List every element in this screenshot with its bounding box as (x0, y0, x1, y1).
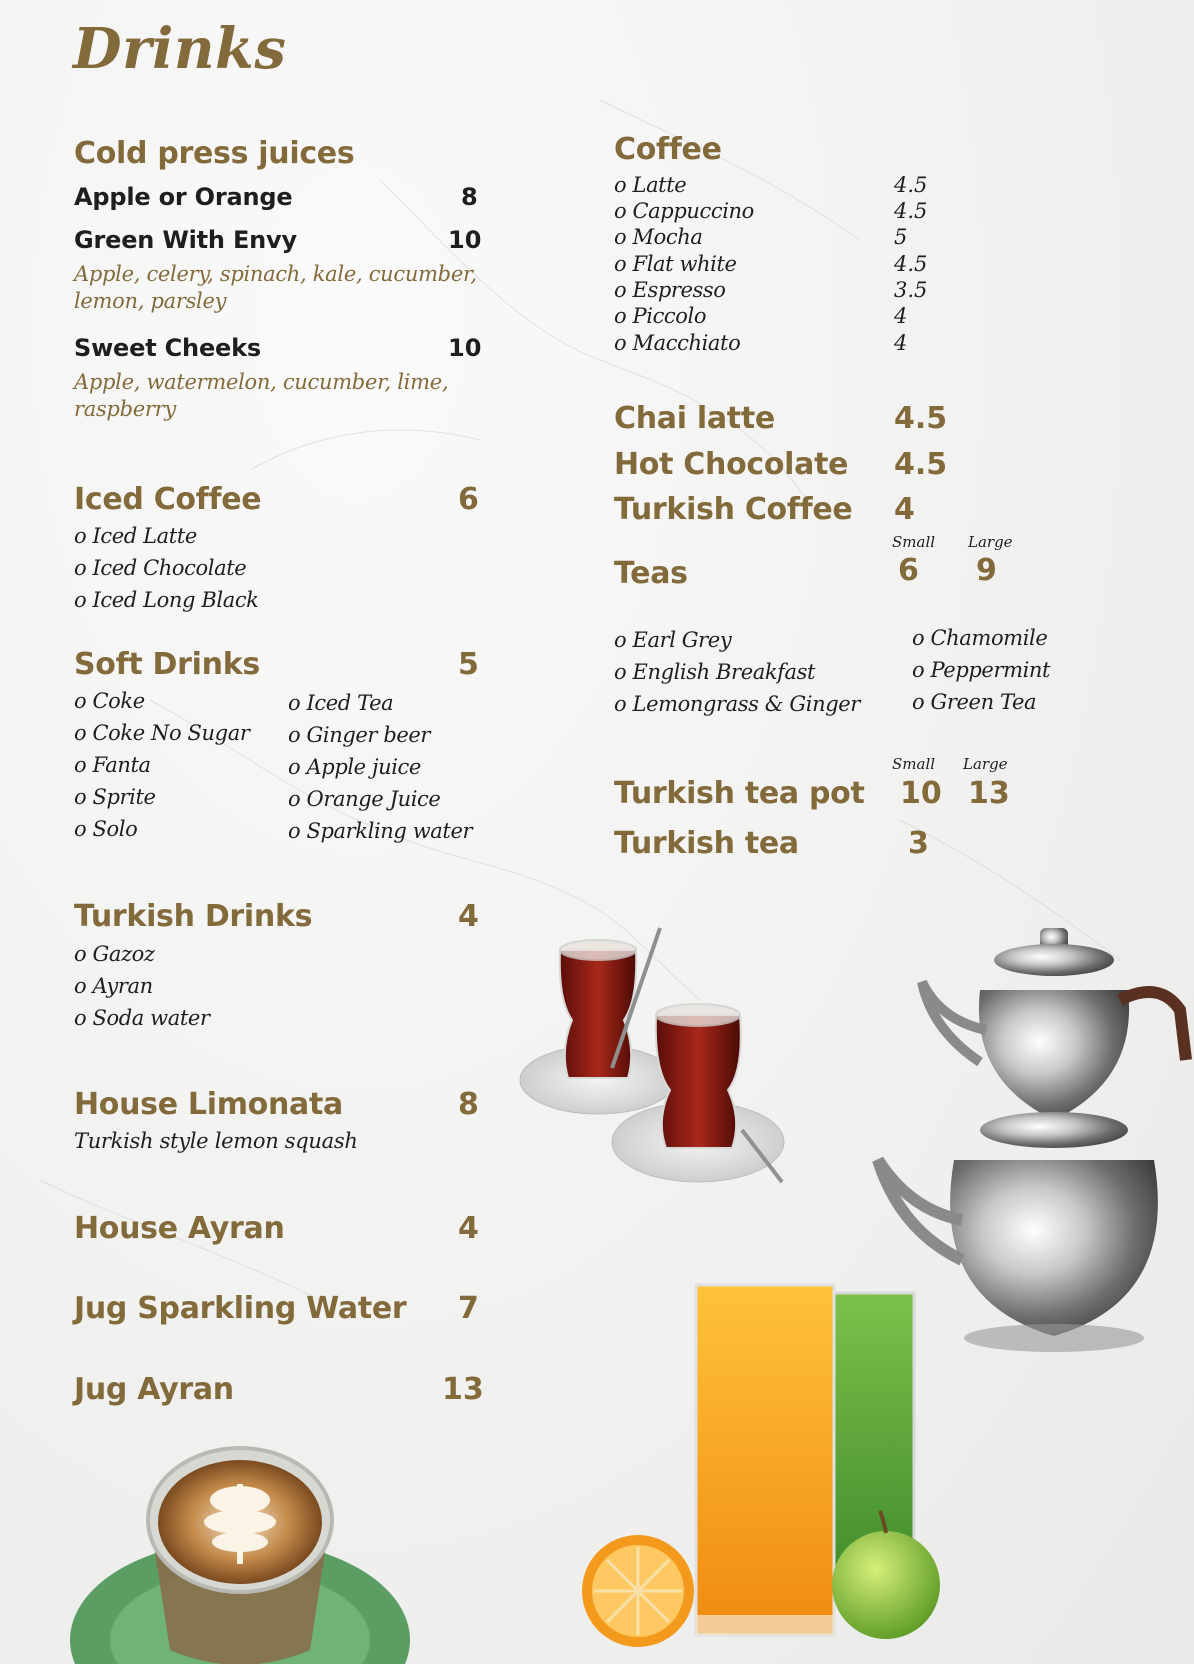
turkish-drinks-price: 4 (458, 899, 479, 934)
menu-item-description: Apple, celery, spinach, kale, cucumber, (74, 262, 477, 286)
list-item: o Piccolo (614, 304, 707, 328)
list-item: o Coke (74, 689, 145, 713)
list-item-price: 4.5 (894, 252, 928, 276)
list-item: o English Breakfast (614, 660, 816, 684)
list-item-price: 4 (894, 331, 908, 355)
list-item: o Coke No Sugar (74, 721, 250, 745)
list-item: o Peppermint (912, 658, 1051, 682)
cold-press-title: Cold press juices (74, 136, 355, 171)
menu-item-price: 8 (461, 183, 478, 211)
list-item: o Flat white (614, 252, 737, 276)
hot-chocolate-price: 4.5 (894, 447, 948, 482)
list-item: o Sprite (74, 785, 156, 809)
list-item: o Fanta (74, 753, 151, 777)
house-ayran-price: 4 (458, 1211, 479, 1246)
turkish-coffee-price: 4 (894, 492, 915, 527)
chai-latte-price: 4.5 (894, 401, 948, 436)
juice-glasses-image (580, 1285, 940, 1664)
house-limonata-price: 8 (458, 1087, 479, 1122)
teas-large-label: Large (968, 533, 1013, 551)
turkish-drinks-title: Turkish Drinks (74, 899, 313, 934)
tea-pot-small-price: 10 (900, 776, 942, 811)
menu-item-description: Apple, watermelon, cucumber, lime, (74, 370, 449, 394)
list-item: o Green Tea (912, 690, 1037, 714)
teas-title: Teas (614, 556, 688, 591)
menu-item-description: lemon, parsley (74, 289, 227, 313)
tea-pot-small-label: Small (892, 755, 936, 773)
chai-latte-title: Chai latte (614, 401, 775, 436)
list-item: o Cappuccino (614, 199, 754, 223)
turkish-tea-title: Turkish tea (614, 826, 799, 861)
list-item: o Ayran (74, 974, 153, 998)
tea-pot-large-label: Large (963, 755, 1008, 773)
turkish-tea-pot-title: Turkish tea pot (614, 776, 865, 811)
list-item: o Iced Long Black (74, 588, 259, 612)
list-item: o Iced Latte (74, 524, 197, 548)
house-limonata-title: House Limonata (74, 1087, 343, 1122)
teas-small-price: 6 (898, 553, 919, 588)
list-item: o Espresso (614, 278, 726, 302)
list-item: o Latte (614, 173, 687, 197)
menu-item-name: Green With Envy (74, 226, 297, 254)
turkish-coffee-title: Turkish Coffee (614, 492, 853, 527)
jug-sparkling-price: 7 (458, 1291, 479, 1326)
house-limonata-description: Turkish style lemon squash (74, 1129, 358, 1153)
list-item: o Lemongrass & Ginger (614, 692, 860, 716)
turkish-tea-price: 3 (908, 826, 929, 861)
coffee-title: Coffee (614, 132, 722, 167)
teas-small-label: Small (892, 533, 936, 551)
jug-sparkling-title: Jug Sparkling Water (74, 1291, 407, 1326)
list-item: o Iced Tea (288, 691, 394, 715)
list-item-price: 4.5 (894, 199, 928, 223)
soft-drinks-title: Soft Drinks (74, 647, 260, 682)
menu-item-description: raspberry (74, 397, 176, 421)
list-item-price: 4 (894, 304, 908, 328)
list-item: o Earl Grey (614, 628, 732, 652)
list-item: o Apple juice (288, 755, 421, 779)
teas-large-price: 9 (976, 553, 997, 588)
menu-item-price: 10 (448, 334, 482, 362)
page-title: Drinks (73, 16, 287, 82)
list-item-price: 3.5 (894, 278, 928, 302)
house-ayran-title: House Ayran (74, 1211, 285, 1246)
list-item: o Soda water (74, 1006, 210, 1030)
list-item: o Gazoz (74, 942, 155, 966)
menu-item-name: Apple or Orange (74, 183, 293, 211)
list-item: o Orange Juice (288, 787, 441, 811)
hot-chocolate-title: Hot Chocolate (614, 447, 849, 482)
jug-ayran-price: 13 (442, 1372, 484, 1407)
turkish-tea-glasses-image (520, 920, 820, 1210)
list-item: o Ginger beer (288, 723, 431, 747)
iced-coffee-title: Iced Coffee (74, 482, 262, 517)
iced-coffee-price: 6 (458, 482, 479, 517)
list-item: o Sparkling water (288, 819, 473, 843)
menu-item-name: Sweet Cheeks (74, 334, 261, 362)
list-item: o Chamomile (912, 626, 1048, 650)
list-item: o Iced Chocolate (74, 556, 247, 580)
jug-ayran-title: Jug Ayran (74, 1372, 234, 1407)
tea-pot-large-price: 13 (968, 776, 1010, 811)
latte-cup-image (80, 1440, 410, 1664)
list-item-price: 5 (894, 225, 908, 249)
list-item: o Mocha (614, 225, 703, 249)
soft-drinks-price: 5 (458, 647, 479, 682)
list-item: o Solo (74, 817, 138, 841)
menu-item-price: 10 (448, 226, 482, 254)
list-item: o Macchiato (614, 331, 741, 355)
list-item-price: 4.5 (894, 173, 928, 197)
